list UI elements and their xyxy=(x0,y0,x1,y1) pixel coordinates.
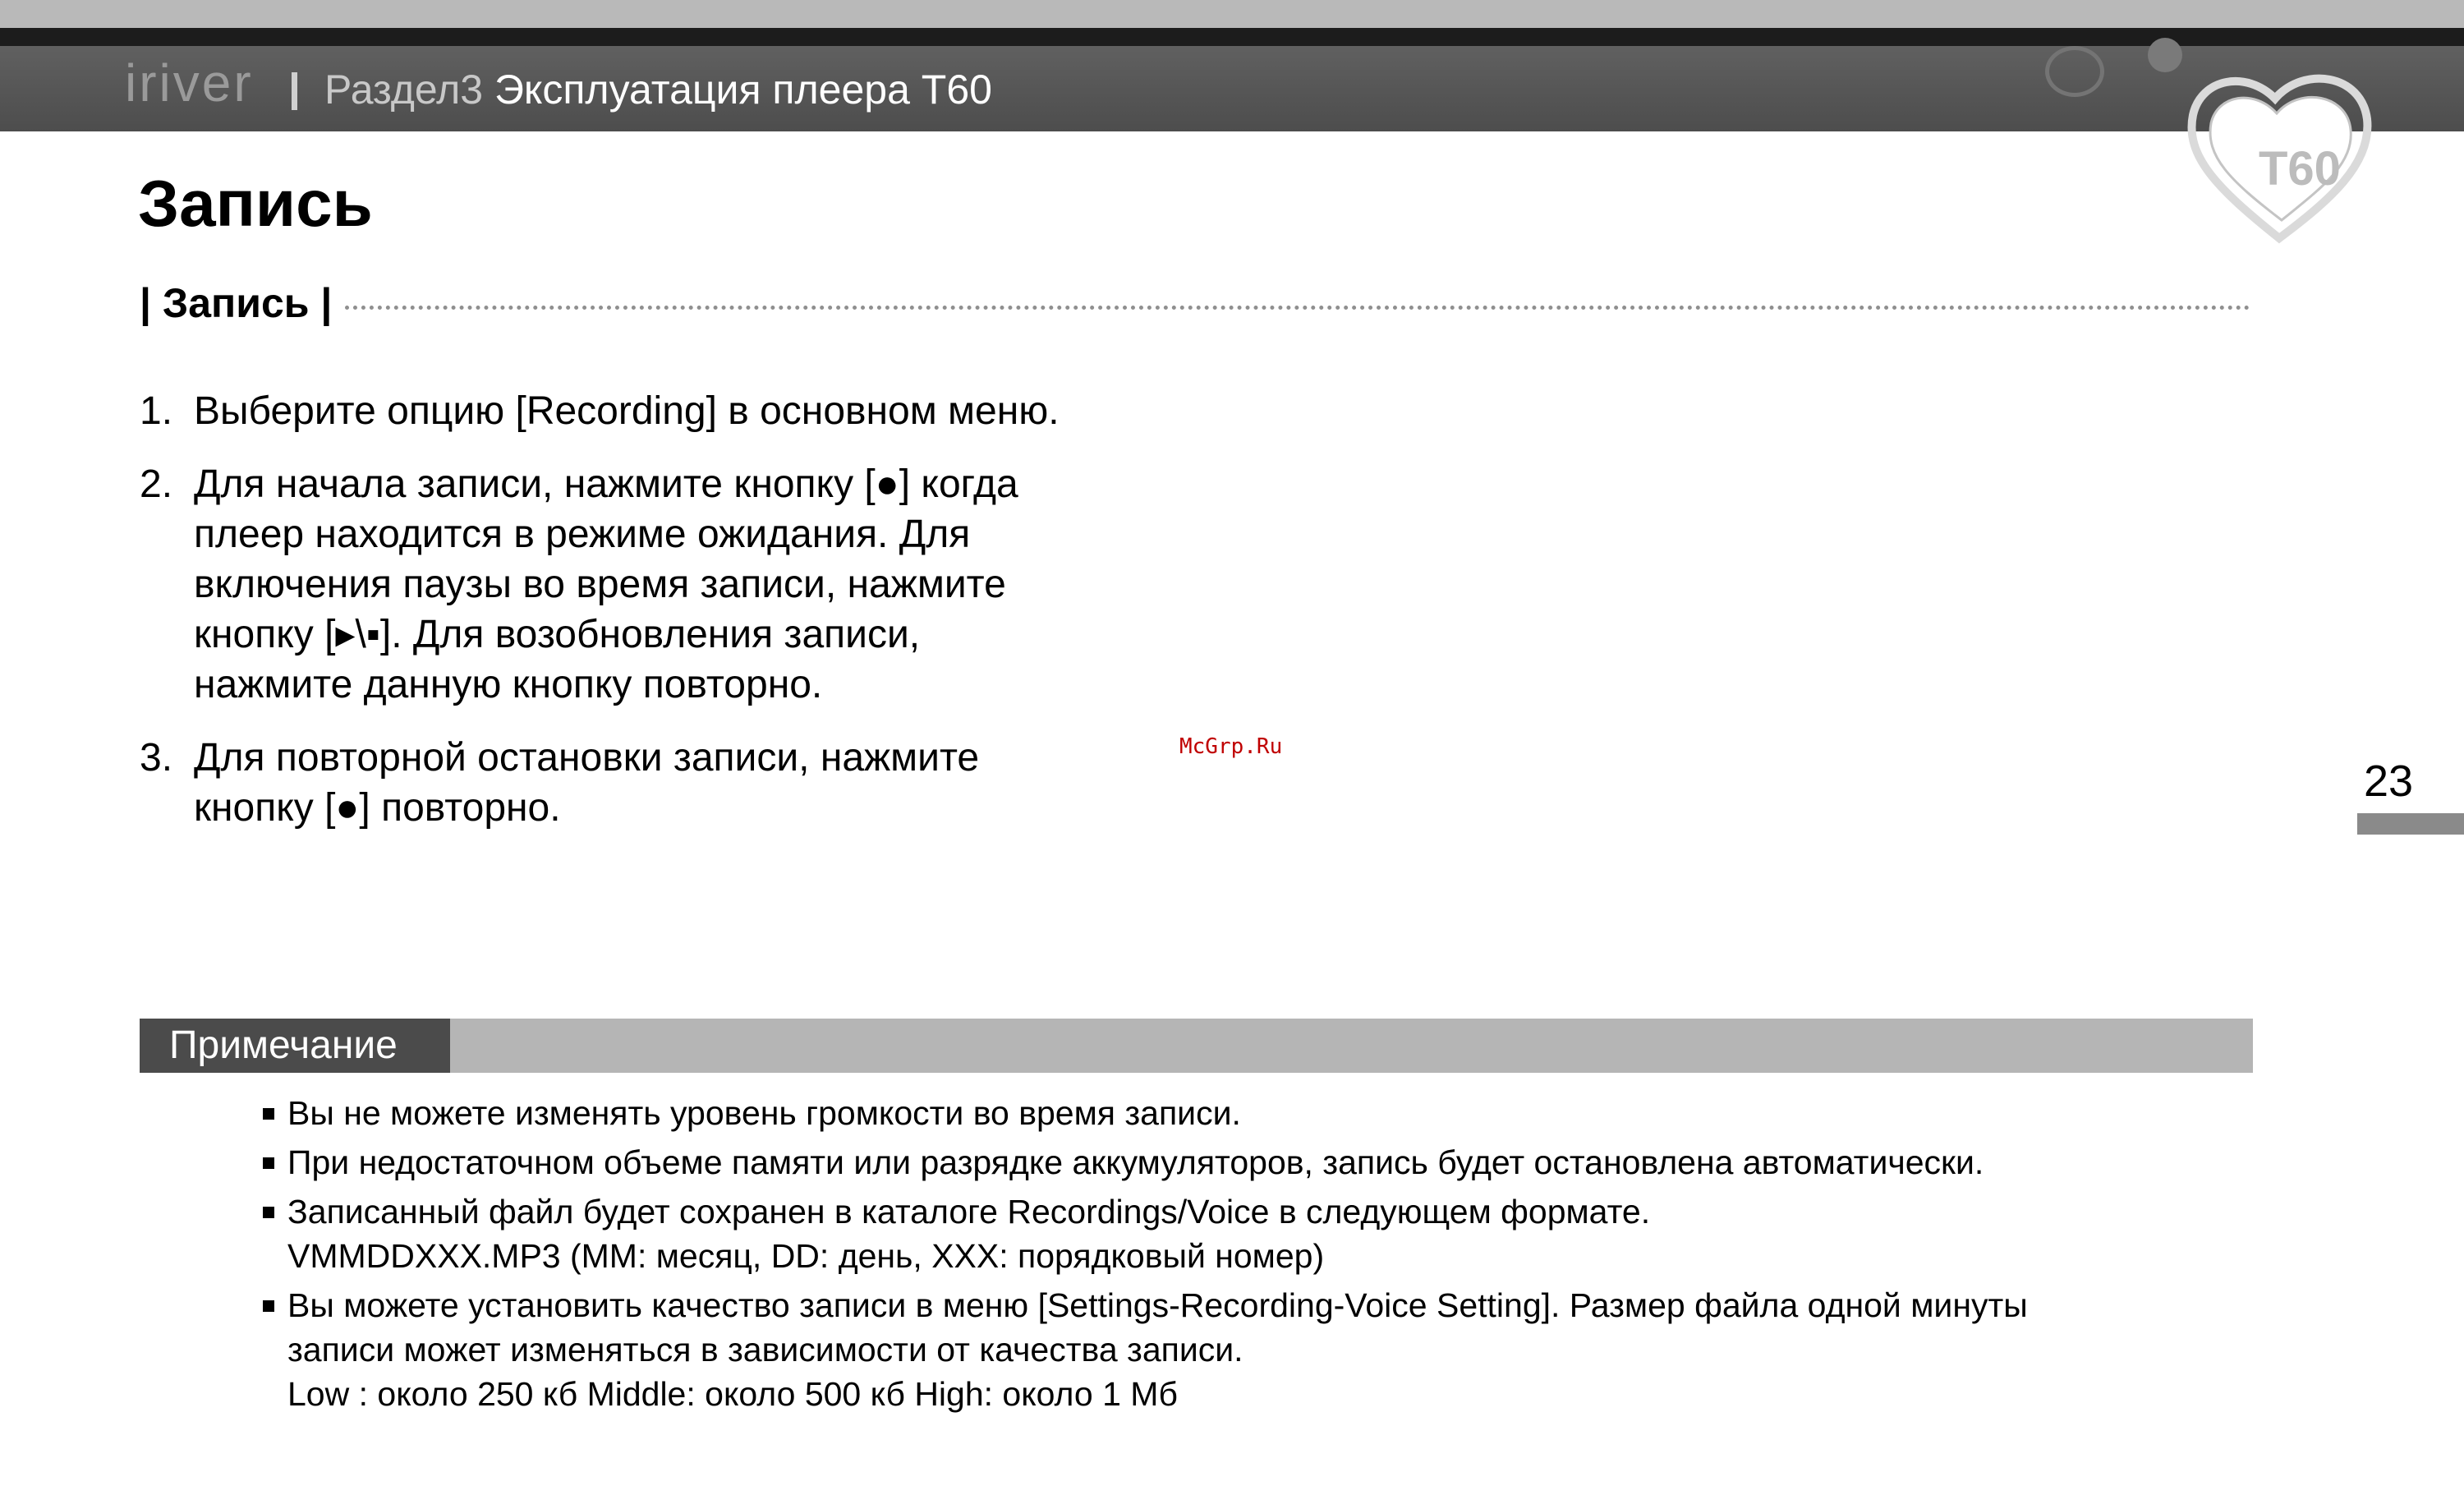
note-item xyxy=(263,1283,2267,1416)
step-item xyxy=(140,733,1207,833)
square-bullet-icon xyxy=(263,1207,274,1218)
step-number: 2. xyxy=(140,462,173,506)
square-bullet-icon xyxy=(263,1300,274,1312)
step-line: кнопку [▸\▪]. Для возобновления записи, xyxy=(194,613,921,656)
t60-heart-logo-icon xyxy=(2185,66,2374,246)
step-line: Для начала записи, нажмите кнопку [●] когда xyxy=(194,462,1018,506)
top-band xyxy=(0,0,2464,28)
square-bullet-icon xyxy=(263,1108,274,1120)
note-item xyxy=(263,1091,2267,1135)
step-line: кнопку [●] повторно. xyxy=(194,786,561,830)
step-number: 3. xyxy=(140,736,173,780)
step-line: Выберите опцию [Recording] в основном меню. xyxy=(194,389,1060,433)
note-item xyxy=(263,1189,2267,1278)
steps-list xyxy=(140,386,1207,856)
ring-decoration-icon xyxy=(2045,46,2104,97)
dotted-divider xyxy=(345,306,2250,310)
note-item xyxy=(263,1140,2267,1184)
section-subheading: | Запись | xyxy=(140,280,333,326)
step-number: 1. xyxy=(140,389,173,433)
header-separator xyxy=(292,72,297,110)
note-label: Примечание xyxy=(140,1019,450,1073)
header-title xyxy=(324,66,992,113)
chapter-title: Эксплуатация плеера T60 xyxy=(494,67,992,113)
page-heading: Запись xyxy=(138,167,373,240)
note-line: записи может изменяться в зависимости от качества записи. xyxy=(287,1331,1243,1368)
step-line: включения паузы во время записи, нажмите xyxy=(194,563,1006,606)
note-line: Low : около 250 кб Middle: около 500 кб High: около 1 Мб xyxy=(287,1375,1178,1413)
watermark-link[interactable]: McGrp.Ru xyxy=(1179,734,1283,759)
brand-logo: iriver xyxy=(125,53,254,113)
top-rule xyxy=(0,28,2464,46)
step-line: плеер находится в режиме ожидания. Для xyxy=(194,513,971,556)
logo-text: T60 xyxy=(2259,142,2341,196)
step-item xyxy=(140,459,1207,710)
note-line: Записанный файл будет сохранен в каталоге Recordings/Voice в следующем формате. xyxy=(287,1193,1651,1230)
note-line: VMMDDXXX.MP3 (MM: месяц, DD: день, XXX: порядковый номер) xyxy=(287,1237,1325,1275)
square-bullet-icon xyxy=(263,1157,274,1169)
step-item xyxy=(140,386,1207,436)
note-line: При недостаточном объеме памяти или разрядке аккумуляторов, запись будет остановлена автоматически. xyxy=(287,1143,1984,1181)
page-tab-marker xyxy=(2357,813,2464,835)
page-number: 23 xyxy=(2364,757,2414,806)
notes-list xyxy=(263,1091,2267,1421)
note-header-bar xyxy=(140,1019,2253,1073)
note-line: Вы можете установить качество записи в меню [Settings-Recording-Voice Setting]. Размер файла одной минуты xyxy=(287,1286,2028,1324)
step-line: Для повторной остановки записи, нажмите xyxy=(194,736,980,780)
dot-decoration-icon xyxy=(2148,38,2182,72)
step-line: нажмите данную кнопку повторно. xyxy=(194,663,823,706)
section-label: Раздел3 xyxy=(324,67,484,113)
note-line: Вы не можете изменять уровень громкости во время записи. xyxy=(287,1094,1241,1132)
